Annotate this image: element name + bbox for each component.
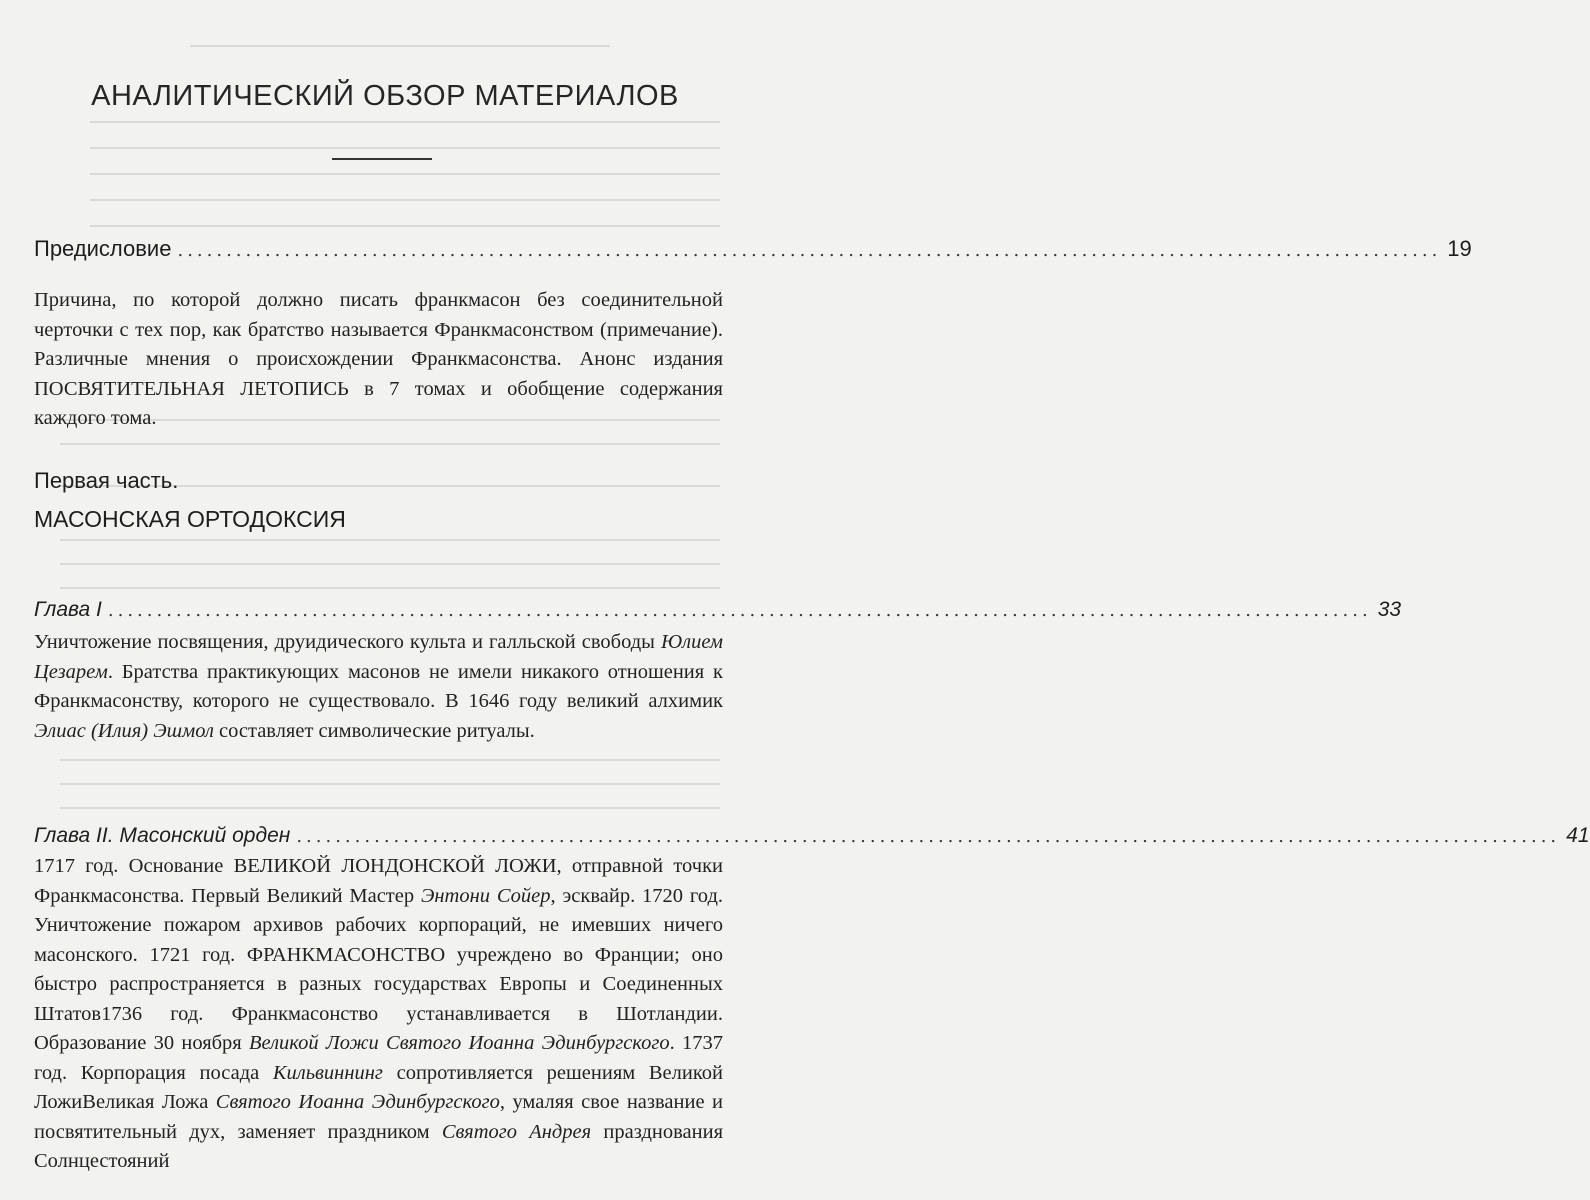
part-label: Первая часть.: [34, 468, 179, 493]
text-run: . 1737 год. Корпорация посада: [34, 1032, 729, 1084]
text-run: празднования Солнцестояний: [34, 1120, 729, 1172]
text-run: Уничтожение посвящения, друидического культа и галльской свободы: [34, 631, 661, 653]
chapter-1-summary: [34, 628, 729, 746]
leader-dots: ..................................................................................................................................: [107, 600, 1372, 621]
toc-entry-preface: [34, 236, 1472, 262]
text-run: составляет символические ритуалы.: [213, 719, 535, 742]
title-divider: [332, 158, 432, 160]
entry-label: Глава I: [34, 598, 102, 621]
entry-page-number: 19: [1447, 236, 1472, 261]
text-run-italic: Энтони Сойер: [420, 884, 551, 907]
page-title: АНАЛИТИЧЕСКИЙ ОБЗОР МАТЕРИАЛОВ: [91, 80, 679, 112]
text-run: , эсквайр. 1720 год. Уничтожение пожаром архивов рабочих корпораций, не имевших ничего масонского. 1721 год. ФРАНКМАСОНСТВО учреждено во Франции; оно быстро распространяется в разных государствах Европы и Соединенных Штатов1736 год. Франкмасонство устанавливается в Шотландии. Образование 30 ноября: [34, 884, 729, 1054]
part-title: МАСОНСКАЯ ОРТОДОКСИЯ: [34, 506, 346, 532]
text-run-italic: Великой Ложи Святого Иоанна Эдинбургского: [249, 1032, 670, 1054]
leader-dots: ..................................................................................................................................: [296, 826, 1561, 847]
preface-summary: Причина, по которой должно писать франкмасон без соединительной черточки с тех пор, как братство называется Франкмасонством (примечание). Различные мнения о происхождении Франкмасонства. Анонс издания ПОСВЯТИТЕЛЬНАЯ ЛЕТОПИСЬ в 7 томах и обобщение содержания каждого тома.: [34, 289, 723, 429]
text-run: 1717 год. Основание ВЕЛИКОЙ ЛОНДОНСКОЙ ЛОЖИ, отправной точки Франкмасонства. Первый Великий Мастер: [34, 855, 729, 907]
chapter-2-summary: [34, 852, 729, 1177]
toc-entry-chapter-2: [34, 824, 1590, 848]
text-run-italic: Юлием Цезарем: [34, 631, 729, 683]
text-run-italic: Святого Иоанна Эдинбургского: [215, 1091, 500, 1113]
entry-page-number: 41: [1566, 824, 1590, 847]
toc-entry-chapter-1: [34, 598, 1402, 622]
text-run: , умаляя свое название и посвятительный дух, заменяет праздником: [34, 1091, 729, 1143]
text-run: сопротивляется решениям Великой ЛожиВеликая Ложа: [34, 1061, 729, 1113]
entry-label: Предисловие: [34, 236, 172, 261]
entry-page-number: 33: [1377, 598, 1402, 621]
leader-dots: ..................................................................................................................................: [177, 240, 1442, 261]
text-run-italic: Элиас (Илия) Эшмол: [34, 719, 214, 742]
text-run: . Братства практикующих масонов не имели никакого отношения к Франкмасонству, которого не существовало. В 1646 году великий алхимик: [34, 660, 729, 712]
text-run-italic: Святого Андрея: [441, 1120, 592, 1143]
text-run-italic: Кильвиннинг: [272, 1061, 383, 1084]
entry-label: Глава II. Масонский орден: [34, 824, 291, 847]
